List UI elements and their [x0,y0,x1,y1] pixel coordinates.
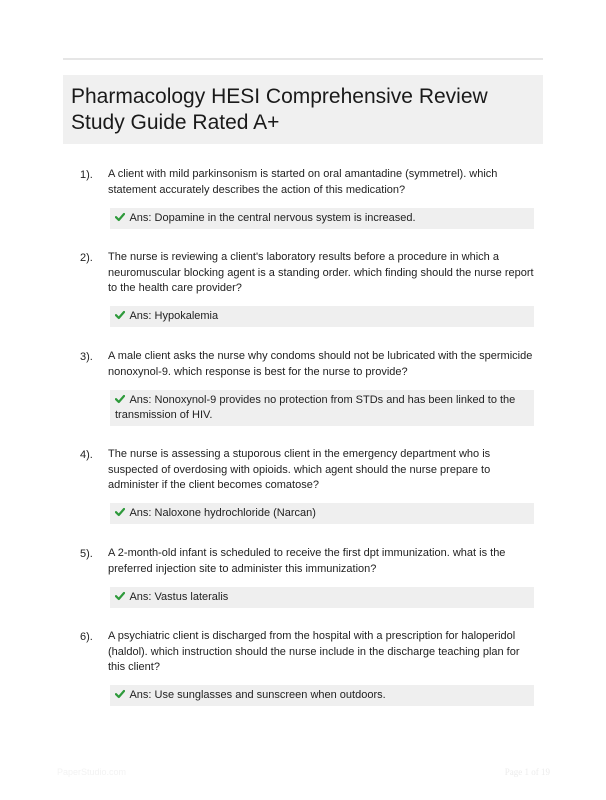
question-text: The nurse is assessing a stuporous client in the emergency department who is suspected of overdosing with opioids. which agent should the nurse prepare to administer if the client becomes comatose? [108,448,491,491]
document-title [71,84,543,136]
question-number: 1). [80,169,93,181]
top-divider [63,58,543,60]
answer-box [110,390,534,426]
check-icon [115,212,125,222]
question-number: 3). [80,351,93,363]
footer-watermark: PaperStudio.com [57,767,127,777]
answer-text: Ans: Nonoxynol-9 provides no protection from STDs and has been linked to the transmission of HIV. [115,394,516,421]
check-icon [115,507,125,517]
title-banner [63,75,543,144]
question-number: 4). [80,449,93,461]
check-icon [115,394,125,404]
answer-box [110,503,534,524]
answer-text: Ans: Hypokalemia [129,310,219,322]
question-text: A 2-month-old infant is scheduled to receive the first dpt immunization. what is the preferred injection site to administer this immunization? [108,547,506,575]
answer-text: Ans: Dopamine in the central nervous system is increased. [129,212,416,224]
answer-box [110,587,534,608]
check-icon [115,591,125,601]
question-text: The nurse is reviewing a client's laboratory results before a procedure in which a neuromuscular blocking agent is a standing order. which finding should the nurse report to the health care provider? [108,251,534,294]
question-text: A client with mild parkinsonism is started on oral amantadine (symmetrel). which statement accurately describes the action of this medication? [108,168,498,196]
page-number: Page 1 of 19 [504,767,550,777]
answer-text: Ans: Use sunglasses and sunscreen when outdoors. [129,689,386,701]
question-text: A psychiatric client is discharged from the hospital with a prescription for haloperidol (haldol). which instruction should the nurse include in the discharge teaching plan for this client? [108,630,520,673]
question-number: 2). [80,252,93,264]
question-number: 6). [80,631,93,643]
answer-text: Ans: Vastus lateralis [129,591,229,603]
answer-box [110,306,534,327]
answer-box [110,685,534,706]
answer-text: Ans: Naloxone hydrochloride (Narcan) [129,507,316,519]
title-line-1: Pharmacology HESI Comprehensive Review [71,85,488,108]
answer-box [110,208,534,229]
question-text: A male client asks the nurse why condoms should not be lubricated with the spermicide nonoxynol-9. which response is best for the nurse to provide? [108,350,533,378]
title-line-2: Study Guide Rated A+ [71,111,280,134]
check-icon [115,689,125,699]
question-number: 5). [80,548,93,560]
check-icon [115,310,125,320]
